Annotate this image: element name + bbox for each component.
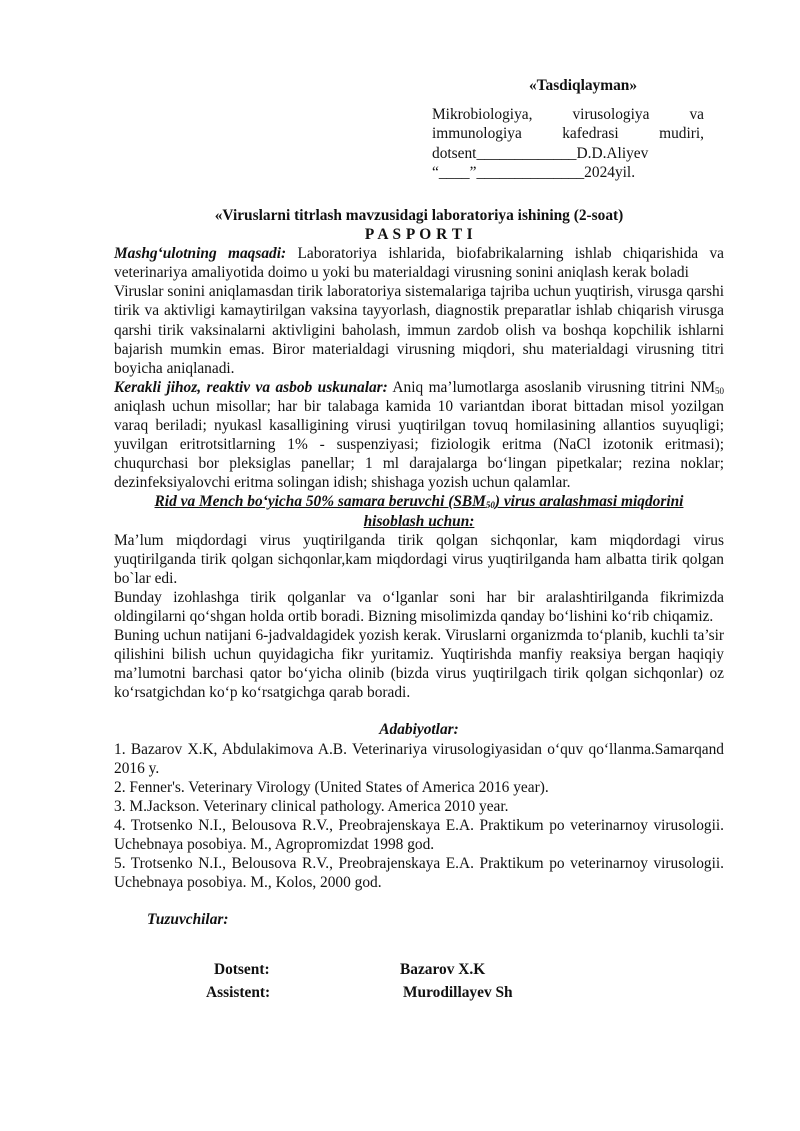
reference-item-4: 4. Trotsenko N.I., Belousova R.V., Preobrajenskaya E.A. Praktikum po veterinarnoy virusologii. Uchebnaya posobiya. M., Agropromizdat 1998 god. [114,816,724,853]
equipment-text-a: Aniq ma’lumotlarga asoslanib virusning titrini NM [387,378,716,396]
equipment-label: Kerakli jihoz, reaktiv va asbob uskunalar: [114,378,388,396]
author-role-2: Assistent: [206,984,271,1001]
author-name-1: Bazarov X.K [400,961,486,978]
approval-block [432,76,704,183]
section-heading-line-2: hisoblash uchun: [363,512,475,530]
author-role-1: Dotsent: [214,961,270,978]
approval-line-4: “____”______________2024yil. [432,164,636,181]
section-paragraph-1: Ma’lum miqdordagi virus yuqtirilganda tirik qolgan sichqonlar, kam miqdordagi virus yuqtirilganda tirik qolgan sichqonlar,kam miqdordagi virus yuqtirilganda ham albatta tirik qolgan bo`lar edi. [114,531,724,587]
authors-label: Tuzuvchilar: [147,911,229,928]
document-body [114,206,724,892]
section-paragraph-3: Buning uchun natijani 6-jadvaldagidek yozish kerak. Viruslarni organizmda to‘planib, kuchli ta’sir qilishini bilish uchun quyidagicha fikr yuritamiz. Yuqtirishda manfiy reaksiya bergan haqiqiy ma’lumotni barchasi qator bo‘yicha olinib (bizda virus yuqtirilgach tirik qolgan sichqonlar) oz ko‘rsatgichdan ko‘p ko‘rsatgichga qarab boradi. [114,627,724,702]
document-subtitle: P A S P O R T I [364,226,474,244]
equipment-subscript: 50 [715,385,725,396]
author-name-2: Murodillayev Sh [403,984,513,1001]
section-heading-b: ) virus aralashmasi miqdorini [494,493,684,511]
approval-heading: «Tasdiqlayman» [528,77,638,94]
equipment-text-b: aniqlash uchun misollar; har bir talabaga kamida 10 variantdan iborat bittadan misol yozilgan varaq beriladi; nyukasl kasalligining virusi yuqtirilgan tovuq homilasining allantios suyuqligi; yuvilgan eritrotsitlarning 1% - suspenziyasi; fiziologik eritma (NaCl izotonik eritmasi); chuqurchasi bor pleksiglas panellar; 1 ml darajalarga bo‘lingan pipetkalar; rezina noklar; dezinfeksiyalovchi eritma solingan idish; shishaga yozish uchun qalamlar. [114,397,724,492]
goal-paragraph-2: Viruslar sonini aniqlamasdan tirik laboratoriya sistemalariga tajriba uchun yuqtirish, virusga qarshi tirik va aktivligi kamaytirilgan vaksina tayyorlash, diagnostik preparatlar ishlab chiqarish virusga qarshi tirik vaksinalarni aktivligini baholash, immun zardob olish va boshqa kopchilik ishlarni bajarish mumkin emas. Biror materialdagi virusning miqdori, shu materialdagi virusning titri boyicha aniqlanadi. [114,283,724,377]
equipment-paragraph [114,378,724,493]
references-heading: Adabiyotlar: [379,721,459,739]
section-paragraph-2: Bunday izohlashga tirik qolganlar va o‘lganlar soni har bir aralashtirilganda fikrimizda oldingilarni qo‘shgan holda ortib boradi. Bizning misolimizda qanday bo‘lishini ko‘rib chiqamiz. [114,588,724,625]
section-heading [114,492,724,511]
section-heading-subscript: 50 [485,500,495,511]
document-title: «Viruslarni titrlash mavzusidagi laboratoriya ishining (2-soat) [214,207,624,224]
approval-line-2: immunologiya kafedrasi mudiri, [432,125,704,142]
approval-line-3: dotsent_____________D.D.Aliyev [432,144,649,162]
approval-line-1: Mikrobiologiya, virusologiya va [432,105,704,123]
goal-text: Laboratoriya ishlarida, biofabrikalarning ishlab chiqarishida va veterinariya amaliyotida doimo u yoki bu materialdagi virusning sonini aniqlash kerak boladi [114,245,724,282]
goal-paragraph [114,244,724,282]
reference-item-2: 2. Fenner's. Veterinary Virology (United States of America 2016 year). [114,778,549,796]
reference-item-5: 5. Trotsenko N.I., Belousova R.V., Preobrajenskaya E.A. Praktikum po veterinarnoy virusologii. Uchebnaya posobiya. M., Kolos, 2000 god. [114,855,724,892]
goal-label: Mashg‘ulotning maqsadi: [114,245,287,263]
section-heading-a: Rid va Mench bo‘yicha 50% samara beruvchi (SBM [154,493,486,511]
reference-item-3: 3. M.Jackson. Veterinary clinical pathology. America 2010 year. [114,797,509,815]
reference-item-1: 1. Bazarov X.K, Abdulakimova A.B. Veterinariya virusologiyasidan o‘quv qo‘llanma.Samarqand 2016 y. [114,740,724,777]
